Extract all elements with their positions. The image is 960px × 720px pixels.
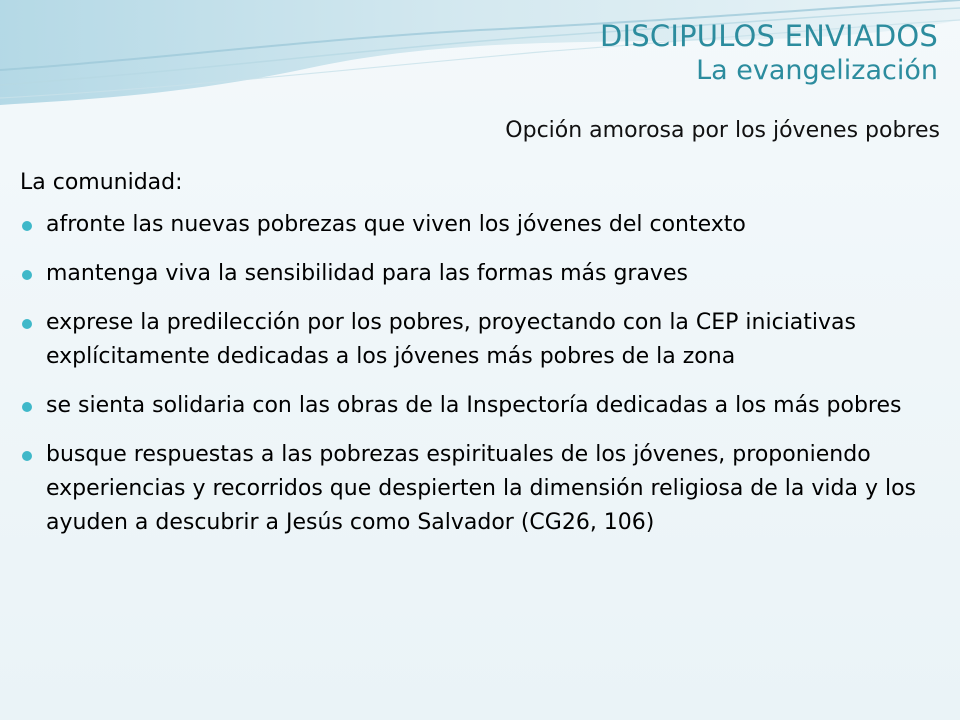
slide-title: DISCIPULOS ENVIADOS xyxy=(600,19,938,53)
bullet-dot-icon xyxy=(22,270,32,280)
bullet-item xyxy=(20,438,940,540)
bullet-text: afronte las nuevas pobrezas que viven los jóvenes del contexto xyxy=(46,212,746,237)
bullet-item xyxy=(20,208,940,242)
bullet-text: se sienta solidaria con las obras de la Inspectoría dedicadas a los más pobres xyxy=(46,393,902,418)
bullet-item xyxy=(20,257,940,291)
slide-subtitle-title: La evangelización xyxy=(696,55,938,86)
section-heading: Opción amorosa por los jóvenes pobres xyxy=(505,118,940,143)
bullet-dot-icon xyxy=(22,221,32,231)
bullet-dot-icon xyxy=(22,402,32,412)
bullet-item xyxy=(20,389,940,423)
bullet-text: exprese la predilección por los pobres, proyectando con la CEP iniciativas explícitamente dedicadas a los jóvenes más pobres de la zona xyxy=(46,310,856,369)
bullet-item xyxy=(20,306,940,374)
bullet-dot-icon xyxy=(22,451,32,461)
bullet-text: mantenga viva la sensibilidad para las formas más graves xyxy=(46,261,688,286)
slide-content xyxy=(20,166,940,555)
intro-text: La comunidad: xyxy=(20,170,183,195)
bullet-dot-icon xyxy=(22,319,32,329)
title-block xyxy=(600,18,938,88)
bullet-text: busque respuestas a las pobrezas espirituales de los jóvenes, proponiendo experiencias y recorridos que despierten la dimensión religiosa de la vida y los ayuden a descubrir a Jesús como Salvador (CG26, 106) xyxy=(46,442,916,535)
bullet-list xyxy=(20,208,940,540)
